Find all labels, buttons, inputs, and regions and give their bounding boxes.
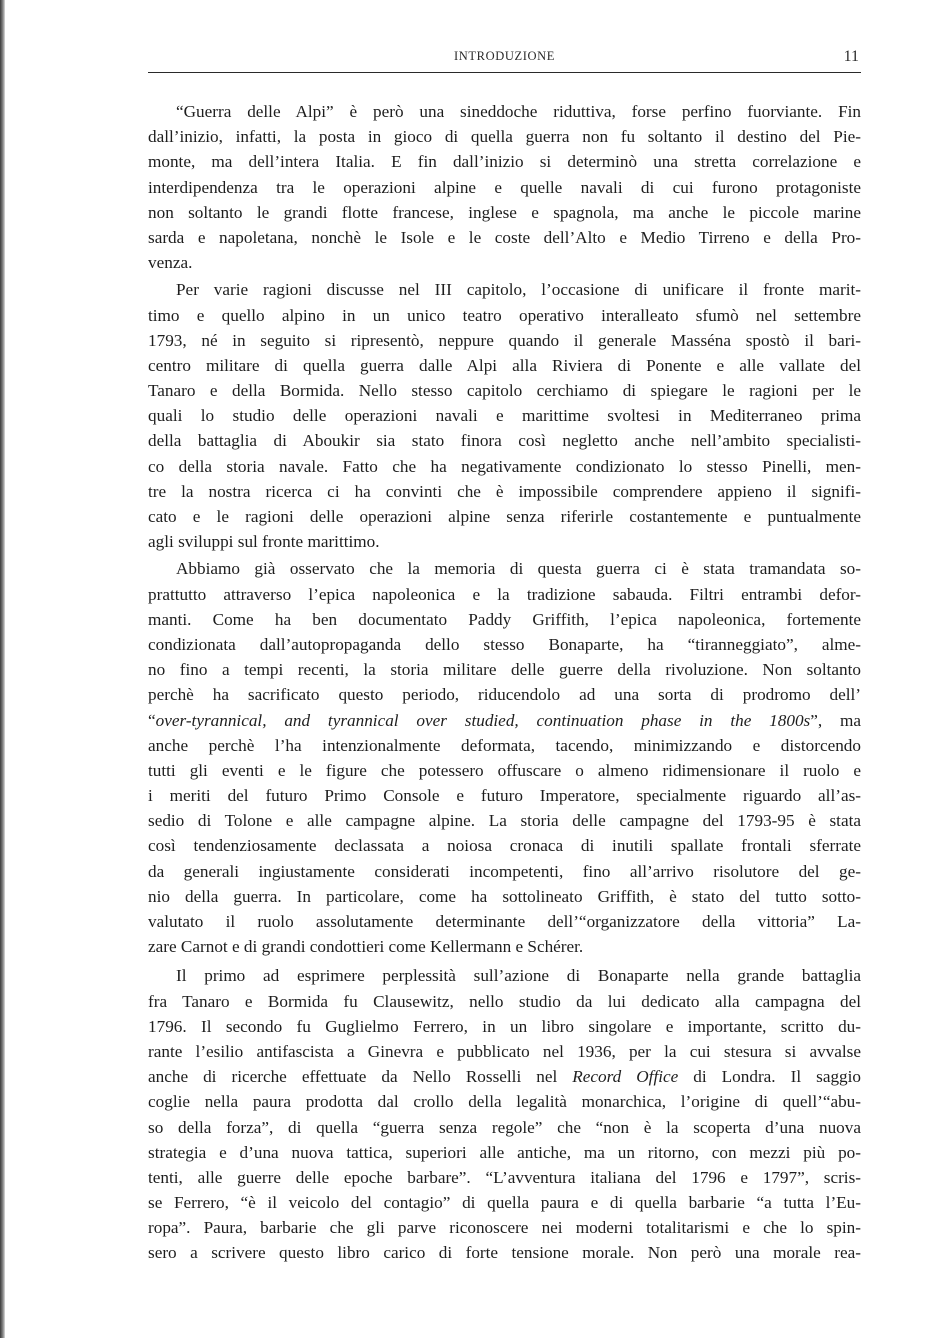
italic-quote: over-tyrannical, and tyrannical over studied, continuation phase in the 1800s <box>155 710 811 730</box>
text-line: della battaglia di Aboukir sia stato finora così negletto anche nell’ambito specialisti- <box>148 431 861 451</box>
text-line: perchè ha sacrificato questo periodo, riducendolo ad una sorta di prodromo dell’ <box>148 685 861 705</box>
text-line: monte, ma dell’intera Italia. E fin dall’inizio si determinò una stretta correlazione e <box>148 152 861 172</box>
text-line: rante l’esilio antifascista a Ginevra e pubblicato nel 1936, per la cui stesura si avvalse <box>148 1041 861 1061</box>
text-line: nio della guerra. In particolare, come ha sottolineato Griffith, è stato del tutto sotto- <box>148 886 861 906</box>
text-line: tutti gli eventi e le figure che potessero offuscare o almeno ridimensionare il ruolo e <box>148 760 861 780</box>
text-line: Abbiamo già osservato che la memoria di questa guerra ci è stata tramandata so- <box>176 559 861 579</box>
text-line: sero a scrivere questo libro carico di forte tensione morale. Non però una morale rea- <box>148 1243 861 1263</box>
text-line: Per varie ragioni discusse nel III capitolo, l’occasione di unificare il fronte marit- <box>176 280 861 300</box>
text-line: dall’inizio, infatti, la posta in gioco di quella guerra non fu soltanto il destino del Pie- <box>148 127 861 147</box>
page-number: 11 <box>843 48 859 65</box>
quote-open: “ <box>148 710 156 730</box>
text-line: ropa”. Paura, barbarie che gli parve riconoscere nei moderni totalitarismi e che lo spin- <box>148 1218 861 1238</box>
line-suffix: di Londra. Il saggio <box>678 1067 861 1087</box>
text-line: tre la nostra ricerca ci ha convinti che è impossibile comprendere appieno il signifi- <box>148 481 861 501</box>
text-line: i meriti del futuro Primo Console e futuro Imperatore, specialmente riguardo all’as- <box>148 786 861 806</box>
text-line: da generali ingiustamente considerati incompetenti, fino all’arrivo risolutore del ge- <box>148 861 861 881</box>
italic-record-office: Record Office <box>572 1067 679 1087</box>
text-line: strategia e d’una nuova tattica, superiori alle antiche, ma un ritorno, con mezzi più po- <box>148 1142 861 1162</box>
text-line: timo e quello alpino in un unico teatro operativo interalleato sfumò nel settembre <box>148 305 861 325</box>
quote-close: ”, ma <box>810 710 861 730</box>
running-head: INTRODUZIONE <box>454 49 555 63</box>
text-line: cato e le ragioni delle operazioni alpine senza riferirle costantemente e puntualmente <box>148 507 861 526</box>
text-line: quali lo studio delle operazioni navali e marittime svoltesi in Mediterraneo prima <box>148 406 861 426</box>
text-line: no fino a tempi recenti, la storia militare delle guerre della rivoluzione. Non soltanto <box>148 660 861 680</box>
text-line: 1793, né in seguito si ripresentò, neppure quando il generale Masséna spostò il bari- <box>148 330 861 350</box>
text-line: venza. <box>148 253 193 273</box>
body-text <box>148 99 861 1266</box>
text-line: tenti, alle guerre delle epoche barbare”. “L’avventura italiana del 1796 e 1797”, scris- <box>148 1167 861 1187</box>
text-line: manti. Come ha ben documentato Paddy Griffith, l’epica napoleonica, fortemente <box>148 609 861 629</box>
text-line: fra Tanaro e Bormida fu Clausewitz, nello studio da lui dedicato alla campagna del <box>148 991 861 1011</box>
text-line: Il primo ad esprimere perplessità sull’azione di Bonaparte nella grande battaglia <box>176 966 861 986</box>
text-line: così tendenziosamente declassata a noiosa cronaca di inutili spallate frontali sferrate <box>148 836 861 856</box>
text-line: 1796. Il secondo fu Guglielmo Ferrero, in un libro singolare e importante, scritto du- <box>148 1016 861 1036</box>
text-line: “Guerra delle Alpi” è però una sineddoche riduttiva, forse perfino fuorviante. Fin <box>176 102 861 121</box>
text-line: valutato il ruolo assolutamente determinante dell’“organizzatore della vittoria” La- <box>148 912 861 931</box>
page-header <box>148 48 861 73</box>
text-line: se Ferrero, “è il veicolo del contagio” di quella paura e di quella barbarie “a tutta l’Eu- <box>148 1193 861 1213</box>
text-line: prattutto attraverso l’epica napoleonica e la tradizione sabauda. Filtri entrambi defor- <box>148 584 861 604</box>
scan-edge-shadow <box>0 0 5 1338</box>
text-line: agli sviluppi sul fronte marittimo. <box>148 532 380 552</box>
text-line: condizionata dall’autopropaganda dello stesso Bonaparte, ha “tiranneggiato”, alme- <box>148 634 861 654</box>
text-line: interdipendenza tra le operazioni alpine e quelle navali di cui furono protagoniste <box>148 177 861 197</box>
text-line: so della forza”, di quella “guerra senza regole” che “non è la scoperta d’una nuova <box>148 1117 861 1137</box>
text-line: co della storia navale. Fatto che ha negativamente condizionato lo stesso Pinelli, men- <box>148 456 861 476</box>
text-line: non soltanto le grandi flotte francese, inglese e spagnola, ma anche le piccole marine <box>148 202 861 222</box>
text-line: zare Carnot e di grandi condottieri come Kellermann e Schérer. <box>148 937 584 957</box>
text-line-with-italic <box>148 1064 861 1089</box>
text-line: anche perchè l’ha intenzionalmente deformata, tacendo, minimizzando e distorcendo <box>148 735 861 755</box>
text-line: centro militare di quella guerra dalle Alpi alla Riviera di Ponente e alle vallate del <box>148 355 861 375</box>
text-line: sarda e napoletana, nonchè le Isole e le coste dell’Alto e Medio Tirreno e della Pro- <box>148 227 861 247</box>
text-line: coglie nella paura prodotta dal crollo della legalità monarchica, l’origine di quell’“abu- <box>148 1092 861 1112</box>
line-prefix: anche di ricerche effettuate da Nello Rosselli nel <box>148 1067 573 1087</box>
text-line-with-italic <box>148 708 861 733</box>
text-line: Tanaro e della Bormida. Nello stesso capitolo cerchiamo di spiegare le ragioni per le <box>148 381 861 401</box>
text-line: sedio di Tolone e alle campagne alpine. La storia delle campagne del 1793-95 è stata <box>148 811 861 831</box>
